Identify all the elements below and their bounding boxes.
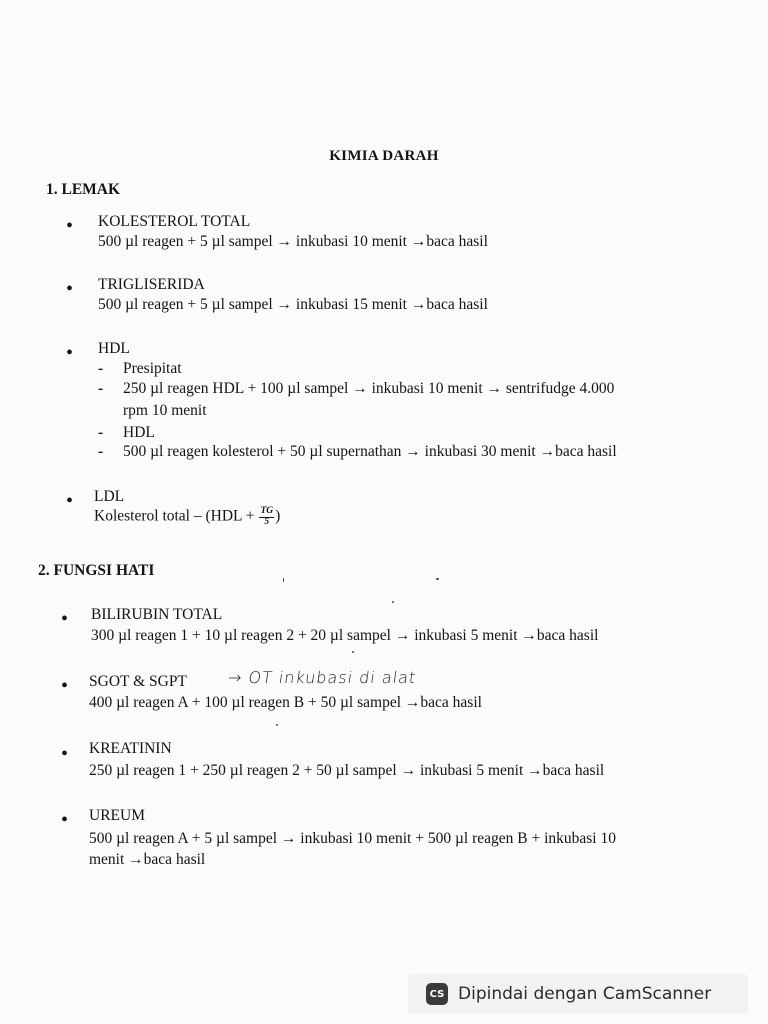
bullet-icon <box>66 214 73 234</box>
ldl-formula-prefix: Kolesterol total – (HDL + <box>94 507 259 525</box>
item-procedure-ureum-line-2: menit →baca hasil <box>89 851 206 868</box>
item-name-ldl: LDL <box>94 488 125 505</box>
ldl-formula-numerator: TG <box>260 506 274 516</box>
bullet-icon <box>61 607 68 627</box>
scan-speck <box>392 601 394 603</box>
bullet-icon <box>66 341 73 361</box>
bullet-icon <box>61 808 68 828</box>
scan-speck <box>276 724 278 726</box>
item-procedure-trigliserida: 500 µl reagen + 5 µl sampel → inkubasi 15 menit →baca hasil <box>98 296 488 313</box>
hdl-step-reagen-hdl-continued: rpm 10 menit <box>123 402 207 419</box>
ldl-formula-suffix: ) <box>275 507 281 525</box>
hdl-step-hdl: - HDL <box>123 424 155 442</box>
bullet-icon <box>66 489 73 509</box>
item-procedure-bilirubin-total: 300 µl reagen 1 + 10 µl reagen 2 + 20 µl sampel → inkubasi 5 menit →baca hasil <box>91 627 599 644</box>
item-name-bilirubin-total: BILIRUBIN TOTAL <box>91 606 223 623</box>
item-name-kolesterol-total: KOLESTEROL TOTAL <box>98 213 251 230</box>
scan-speck <box>352 651 354 653</box>
item-procedure-ureum-line-1: 500 µl reagen A + 5 µl sampel → inkubasi 10 menit + 500 µl reagen B + inkubasi 10 <box>89 830 616 847</box>
camscanner-watermark <box>408 974 748 1014</box>
scan-speck <box>283 578 284 582</box>
bullet-icon <box>61 742 68 762</box>
hdl-step-presipitat: - Presipitat <box>123 360 182 378</box>
item-name-trigliserida: TRIGLISERIDA <box>98 276 205 293</box>
section-heading-lemak: 1. LEMAK <box>46 181 121 198</box>
item-procedure-kolesterol-total: 500 µl reagen + 5 µl sampel → inkubasi 10 menit →baca hasil <box>98 233 488 250</box>
ldl-formula <box>94 507 280 527</box>
scan-speck <box>436 578 439 580</box>
handwritten-note: → OT inkubasi di alat <box>226 668 418 687</box>
item-name-hdl: HDL <box>98 340 130 357</box>
ldl-formula-denominator: 5 <box>264 516 270 527</box>
bullet-icon <box>61 674 68 694</box>
hdl-step-reagen-hdl: - 250 µl reagen HDL + 100 µl sampel → inkubasi 10 menit → sentrifudge 4.000 <box>123 380 614 398</box>
item-name-kreatinin: KREATININ <box>89 740 172 757</box>
item-procedure-kreatinin: 250 µl reagen 1 + 250 µl reagen 2 + 50 µl sampel → inkubasi 5 menit →baca hasil <box>89 762 605 779</box>
hdl-step-supernathan: - 500 µl reagen kolesterol + 50 µl supernathan → inkubasi 30 menit →baca hasil <box>123 443 617 461</box>
bullet-icon <box>66 277 73 297</box>
item-procedure-sgot-sgpt: 400 µl reagen A + 100 µl reagen B + 50 µl sampel →baca hasil <box>89 694 482 711</box>
item-name-sgot-sgpt: SGOT & SGPT <box>89 673 187 690</box>
item-name-ureum: UREUM <box>89 807 145 824</box>
document-title: KIMIA DARAH <box>329 148 439 164</box>
ldl-formula-fraction <box>259 507 274 527</box>
section-heading-fungsi-hati: 2. FUNGSI HATI <box>38 562 155 579</box>
camscanner-label: Dipindai dengan CamScanner <box>458 984 712 1004</box>
camscanner-logo-icon: CS <box>426 983 448 1005</box>
